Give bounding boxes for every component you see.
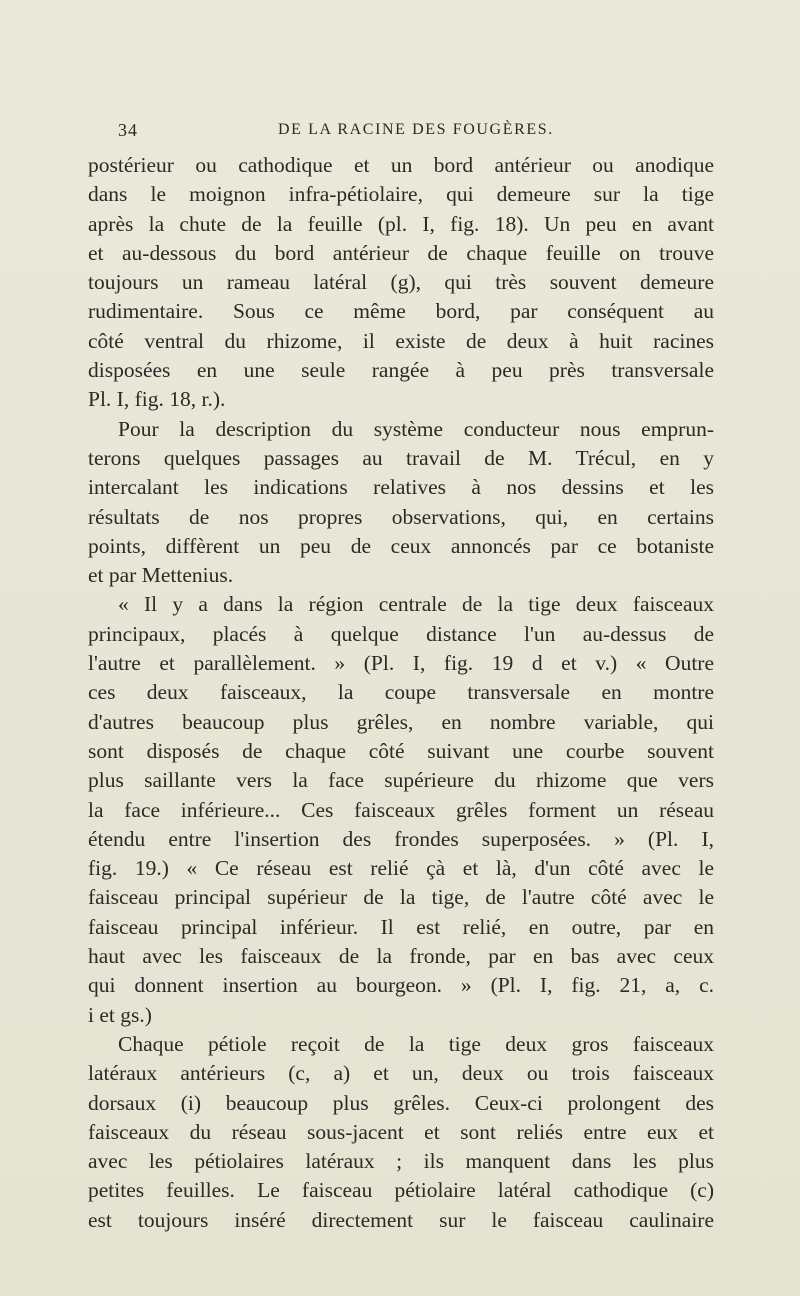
text-line: faisceau principal inférieur. Il est relié, en outre, par en xyxy=(88,914,714,939)
running-title: DE LA RACINE DES FOUGÈRES. xyxy=(278,121,554,138)
text-line: dorsaux (i) beaucoup plus grêles. Ceux-ci prolongent des xyxy=(88,1090,714,1115)
text-line: résultats de nos propres observations, qui, en certains xyxy=(88,504,714,529)
text-line: Pour la description du système conducteur nous emprun- xyxy=(118,416,714,441)
text-line: i et gs.) xyxy=(88,1002,152,1027)
text-line: postérieur ou cathodique et un bord antérieur ou anodique xyxy=(88,153,714,177)
text-line: rudimentaire. Sous ce même bord, par conséquent au xyxy=(88,299,714,324)
text-line: terons quelques passages au travail de M. Trécul, en y xyxy=(88,445,714,470)
text-line: Pl. I, fig. 18, r.). xyxy=(88,387,226,412)
text-line: faisceau principal supérieur de la tige, de l'autre côté avec le xyxy=(88,885,714,910)
text-line: points, diffèrent un peu de ceux annoncés par ce botaniste xyxy=(88,533,714,558)
text-line: après la chute de la feuille (pl. I, fig. 18). Un peu en avant xyxy=(88,211,714,236)
text-line: la face inférieure... Ces faisceaux grêles forment un réseau xyxy=(88,797,714,822)
text-line: faisceaux du réseau sous-jacent et sont reliés entre eux et xyxy=(88,1119,714,1144)
text-line: est toujours inséré directement sur le faisceau caulinaire xyxy=(88,1207,714,1232)
text-line: fig. 19.) « Ce réseau est relié çà et là, d'un côté avec le xyxy=(88,856,714,881)
text-line: latéraux antérieurs (c, a) et un, deux ou trois faisceaux xyxy=(88,1061,714,1086)
text-line: l'autre et parallèlement. » (Pl. I, fig. 19 d et v.) « Outre xyxy=(88,651,714,676)
text-line: Chaque pétiole reçoit de la tige deux gros faisceaux xyxy=(118,1031,714,1056)
text-line: dans le moignon infra-pétiolaire, qui demeure sur la tige xyxy=(88,182,714,207)
text-line: ces deux faisceaux, la coupe transversale en montre xyxy=(88,680,714,705)
text-line: disposées en une seule rangée à peu près transversale xyxy=(88,358,714,383)
text-line: et par Mettenius. xyxy=(88,563,234,588)
text-line: « Il y a dans la région centrale de la tige deux faisceaux xyxy=(118,592,714,617)
page-number: 34 xyxy=(118,120,138,140)
text-line: petites feuilles. Le faisceau pétiolaire latéral cathodique (c) xyxy=(88,1178,714,1203)
text-line: avec les pétiolaires latéraux ; ils manquent dans les plus xyxy=(88,1149,714,1174)
text-line: côté ventral du rhizome, il existe de deux à huit racines xyxy=(88,328,714,353)
text-line: toujours un rameau latéral (g), qui très souvent demeure xyxy=(88,270,714,295)
text-line: d'autres beaucoup plus grêles, en nombre variable, qui xyxy=(88,709,714,734)
text-line: et au-dessous du bord antérieur de chaque feuille on trouve xyxy=(88,240,714,265)
text-line: intercalant les indications relatives à nos dessins et les xyxy=(88,475,714,500)
text-line: principaux, placés à quelque distance l'un au-dessus de xyxy=(88,621,714,646)
running-head xyxy=(118,120,712,146)
body-text xyxy=(88,151,714,1235)
text-line: haut avec les faisceaux de la fronde, par en bas avec ceux xyxy=(88,944,714,969)
text-line: étendu entre l'insertion des frondes superposées. » (Pl. I, xyxy=(88,826,714,851)
text-line: plus saillante vers la face supérieure du rhizome que vers xyxy=(88,768,714,793)
text-line: sont disposés de chaque côté suivant une courbe souvent xyxy=(88,738,714,763)
text-line: qui donnent insertion au bourgeon. » (Pl. I, fig. 21, a, c. xyxy=(88,973,714,998)
